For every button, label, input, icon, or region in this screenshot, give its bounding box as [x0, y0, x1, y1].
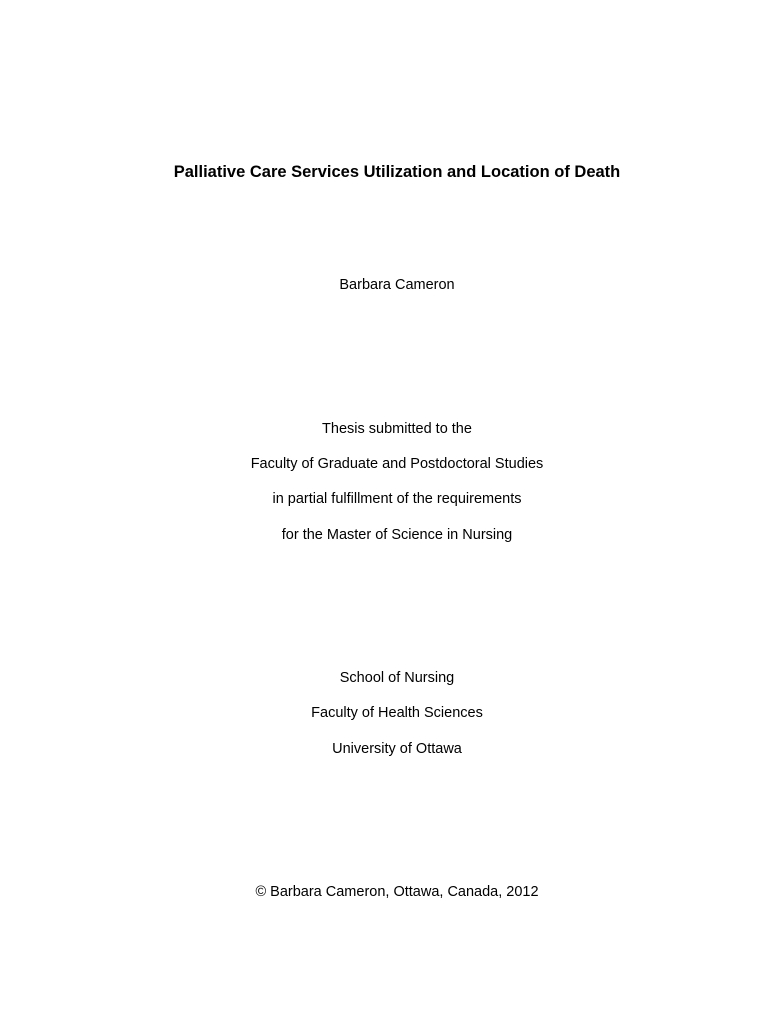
submission-line-1: Thesis submitted to the — [322, 421, 472, 437]
submission-line-2: Faculty of Graduate and Postdoctoral Studies — [250, 456, 544, 472]
faculty-name: Faculty of Health Sciences — [311, 705, 483, 721]
submission-line-3: in partial fulfillment of the requirements — [272, 491, 522, 507]
copyright-notice: © Barbara Cameron, Ottawa, Canada, 2012 — [255, 884, 539, 900]
submission-line-4: for the Master of Science in Nursing — [281, 527, 513, 543]
university-name: University of Ottawa — [332, 741, 462, 757]
author-name: Barbara Cameron — [339, 277, 455, 293]
thesis-title: Palliative Care Services Utilization and Location of Death — [173, 163, 621, 181]
school-name: School of Nursing — [339, 670, 455, 686]
